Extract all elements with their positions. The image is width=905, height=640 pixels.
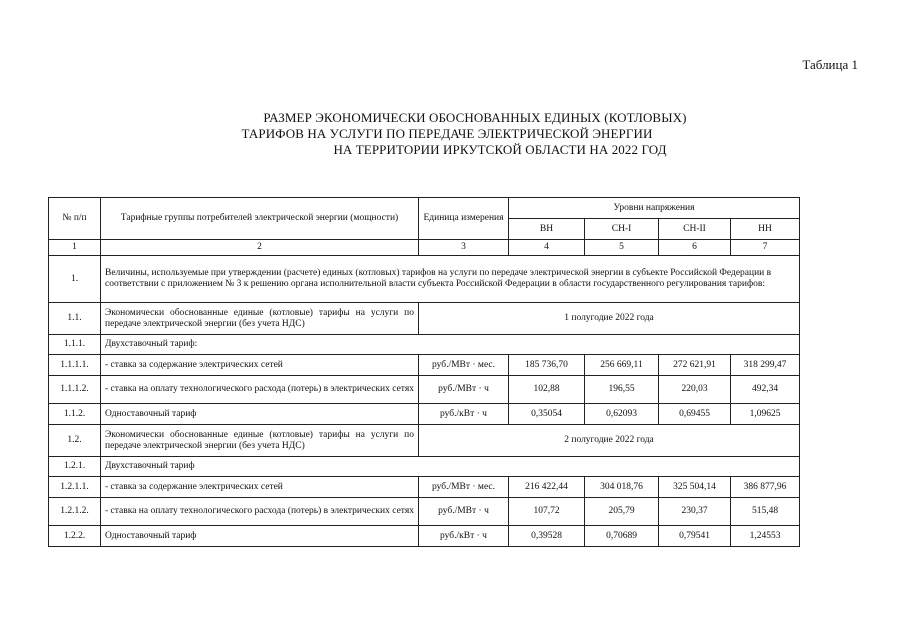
table-row (49, 256, 800, 303)
table-row (49, 376, 800, 404)
value-sn1: 256 669,11 (585, 355, 659, 376)
value-sn2: 220,03 (659, 376, 731, 404)
row-description: Одноставочный тариф (101, 526, 419, 547)
row-number: 1.1.1.1. (49, 355, 101, 376)
col-number: 1 (49, 240, 101, 256)
row-unit: руб./МВт · мес. (419, 477, 509, 498)
row-number: 1.1.2. (49, 404, 101, 425)
value-nn: 515,48 (731, 498, 800, 526)
row-description: - ставка на оплату технологического расхода (потерь) в электрических сетях (101, 498, 419, 526)
header-row (49, 198, 800, 219)
value-vn: 107,72 (509, 498, 585, 526)
row-number: 1.1.1.2. (49, 376, 101, 404)
header-nn: НН (731, 219, 800, 240)
col-number: 7 (731, 240, 800, 256)
table-row (49, 335, 800, 355)
value-nn: 318 299,47 (731, 355, 800, 376)
table-row (49, 425, 800, 457)
value-sn1: 304 018,76 (585, 477, 659, 498)
table-row (49, 457, 800, 477)
value-nn: 1,24553 (731, 526, 800, 547)
row-description: Двухставочный тариф (101, 457, 800, 477)
value-vn: 0,35054 (509, 404, 585, 425)
value-sn2: 325 504,14 (659, 477, 731, 498)
value-sn2: 272 621,91 (659, 355, 731, 376)
row-description: Одноставочный тариф (101, 404, 419, 425)
table-row (49, 498, 800, 526)
table-row (49, 355, 800, 376)
col-number: 3 (419, 240, 509, 256)
header-unit: Единица измерения (419, 198, 509, 240)
col-number: 5 (585, 240, 659, 256)
row-number: 1.2.1.1. (49, 477, 101, 498)
value-vn: 102,88 (509, 376, 585, 404)
value-sn2: 0,79541 (659, 526, 731, 547)
header-vn: ВН (509, 219, 585, 240)
period-label: 2 полугодие 2022 года (419, 425, 800, 457)
row-number: 1. (49, 256, 101, 303)
value-vn: 0,39528 (509, 526, 585, 547)
value-nn: 386 877,96 (731, 477, 800, 498)
value-sn1: 0,70689 (585, 526, 659, 547)
value-sn1: 196,55 (585, 376, 659, 404)
row-unit: руб./кВт · ч (419, 526, 509, 547)
col-number: 4 (509, 240, 585, 256)
row-description: Экономически обоснованные единые (котловые) тарифы на услуги по передаче электрической энергии (без учета НДС) (101, 425, 419, 457)
title-line-2: ТАРИФОВ НА УСЛУГИ ПО ПЕРЕДАЧЕ ЭЛЕКТРИЧЕСКОЙ ЭНЕРГИИ (241, 126, 653, 141)
value-nn: 1,09625 (731, 404, 800, 425)
title-line-1: РАЗМЕР ЭКОНОМИЧЕСКИ ОБОСНОВАННЫХ ЕДИНЫХ (КОТЛОВЫХ) (263, 110, 687, 125)
row-description: Величины, используемые при утверждении (расчете) единых (котловых) тарифов на услуги по передаче электрической энергии в субъекте Российской Федерации в соответствии с приложением № 3 к решению органа исполнительной власти субъекта Российской Федерации в области государственного регулирования тарифов: (101, 256, 800, 303)
header-sn2: СН-II (659, 219, 731, 240)
header-sn1: СН-I (585, 219, 659, 240)
table-row (49, 526, 800, 547)
tariff-table (48, 197, 800, 547)
row-description: - ставка за содержание электрических сетей (101, 355, 419, 376)
row-number: 1.1.1. (49, 335, 101, 355)
row-number: 1.2.1.2. (49, 498, 101, 526)
row-description: - ставка на оплату технологического расхода (потерь) в электрических сетях (101, 376, 419, 404)
header-levels: Уровни напряжения (509, 198, 800, 219)
value-sn1: 205,79 (585, 498, 659, 526)
row-description: Экономически обоснованные единые (котловые) тарифы на услуги по передаче электрической энергии (без учета НДС) (101, 303, 419, 335)
col-number: 2 (101, 240, 419, 256)
row-unit: руб./МВт · ч (419, 498, 509, 526)
value-sn2: 0,69455 (659, 404, 731, 425)
period-label: 1 полугодие 2022 года (419, 303, 800, 335)
title-line-3: НА ТЕРРИТОРИИ ИРКУТСКОЙ ОБЛАСТИ НА 2022 ГОД (333, 142, 667, 157)
header-group: Тарифные группы потребителей электрической энергии (мощности) (101, 198, 419, 240)
column-number-row (49, 240, 800, 256)
value-sn2: 230,37 (659, 498, 731, 526)
table-row (49, 477, 800, 498)
value-sn1: 0,62093 (585, 404, 659, 425)
col-number: 6 (659, 240, 731, 256)
value-vn: 216 422,44 (509, 477, 585, 498)
row-description: Двухставочный тариф: (101, 335, 800, 355)
row-number: 1.1. (49, 303, 101, 335)
row-unit: руб./кВт · ч (419, 404, 509, 425)
row-unit: руб./МВт · мес. (419, 355, 509, 376)
document-title (200, 110, 740, 158)
table-row (49, 404, 800, 425)
row-description: - ставка за содержание электрических сетей (101, 477, 419, 498)
table-row (49, 303, 800, 335)
value-nn: 492,34 (731, 376, 800, 404)
row-number: 1.2.1. (49, 457, 101, 477)
table-label: Таблица 1 (802, 57, 858, 72)
row-number: 1.2. (49, 425, 101, 457)
header-num: № п/п (49, 198, 101, 240)
value-vn: 185 736,70 (509, 355, 585, 376)
row-number: 1.2.2. (49, 526, 101, 547)
row-unit: руб./МВт · ч (419, 376, 509, 404)
